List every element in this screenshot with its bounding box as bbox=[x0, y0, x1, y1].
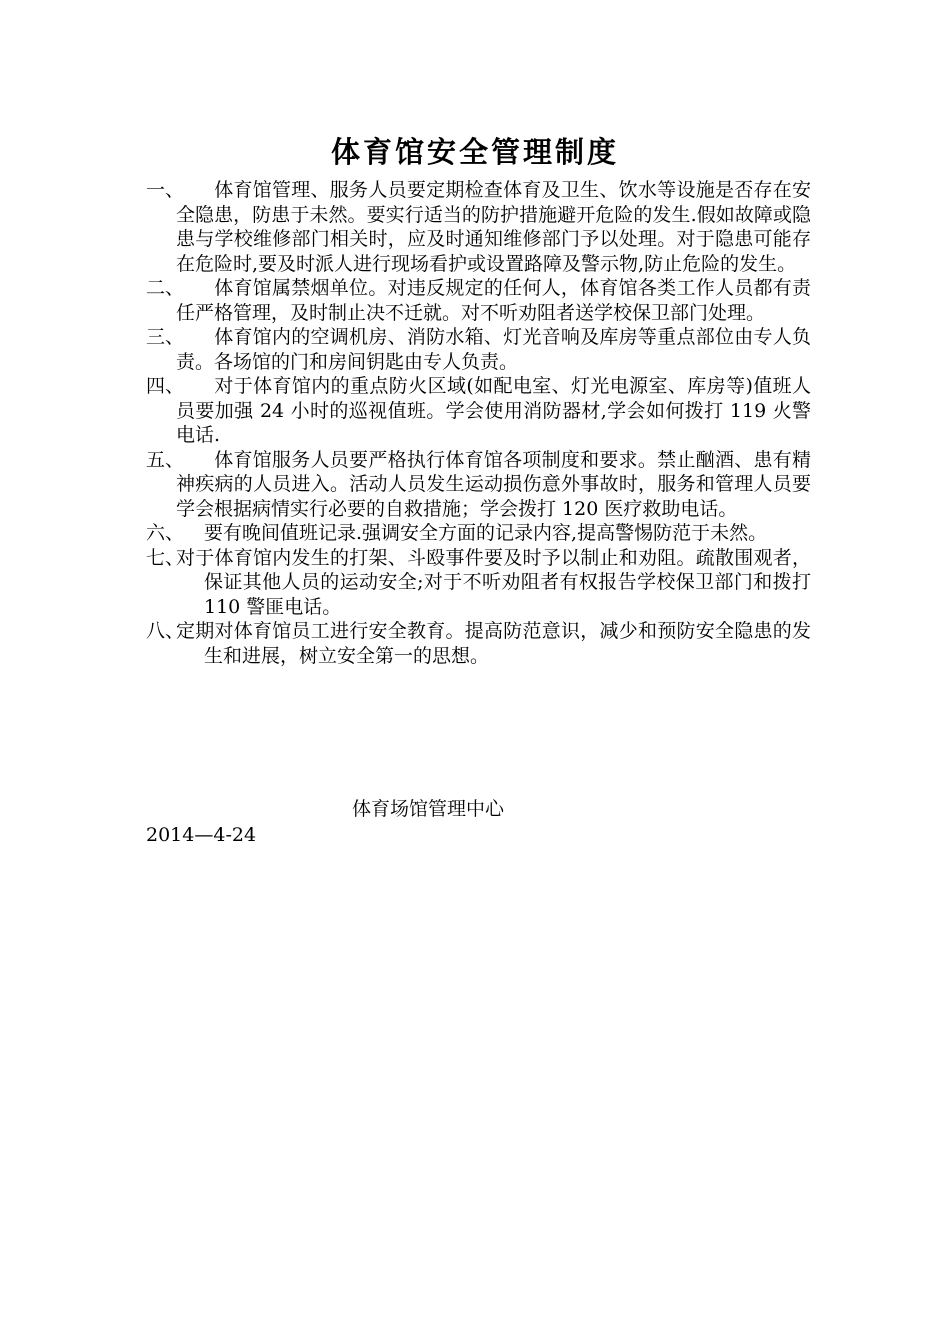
list-item bbox=[146, 178, 811, 276]
list-item bbox=[146, 619, 811, 668]
page-title: 体育馆安全管理制度 bbox=[330, 135, 619, 169]
list-item bbox=[146, 521, 811, 546]
item-number: 二、 bbox=[146, 277, 185, 299]
date: 2014—4-24 bbox=[146, 824, 257, 846]
item-number: 七、 bbox=[146, 546, 185, 569]
item-text: 体育馆服务人员要严格执行体育馆各项制度和要求。禁止酗酒、患有精神疾病的人员进入。活动人员发生运动损伤意外事故时，服务和管理人员要学会根据病情实行必要的自救措施；学会拨打 120 医疗救助电话。 bbox=[176, 448, 811, 520]
list-item bbox=[146, 546, 811, 620]
item-text: 对于体育馆内发生的打架、斗殴事件要及时予以制止和劝阻。疏散围观者，保证其他人员的运动安全;对于不听劝阻者有权报告学校保卫部门和拨打 110 警匪电话。 bbox=[176, 546, 811, 618]
list-item bbox=[146, 374, 811, 448]
rules-list bbox=[146, 178, 811, 668]
item-number: 四、 bbox=[146, 375, 185, 397]
item-number: 三、 bbox=[146, 326, 185, 348]
list-item bbox=[146, 325, 811, 374]
item-text: 要有晚间值班记录.强调安全方面的记录内容,提高警惕防范于未然。 bbox=[204, 522, 768, 544]
signature: 体育场馆管理中心 bbox=[352, 798, 505, 820]
item-number: 六、 bbox=[146, 522, 185, 544]
item-text: 体育馆属禁烟单位。对违反规定的任何人，体育馆各类工作人员都有责任严格管理，及时制止决不迁就。对不听劝阻者送学校保卫部门处理。 bbox=[176, 277, 811, 324]
list-item bbox=[146, 448, 811, 522]
item-text: 对于体育馆内的重点防火区域(如配电室、灯光电源室、库房等)值班人员要加强 24 小时的巡视值班。学会使用消防器材,学会如何拨打 119 火警电话. bbox=[176, 375, 811, 446]
item-number: 五、 bbox=[146, 448, 185, 471]
item-text: 定期对体育馆员工进行安全教育。提高防范意识，减少和预防安全隐患的发生和进展，树立安全第一的思想。 bbox=[176, 620, 811, 667]
item-text: 体育馆管理、服务人员要定期检查体育及卫生、饮水等设施是否存在安全隐患，防患于未然。要实行适当的防护措施避开危险的发生.假如故障或隐患与学校维修部门相关时，应及时通知维修部门予以处理。对于隐患可能存在危险时,要及时派人进行现场看护或设置路障及警示物,防止危险的发生。 bbox=[176, 179, 811, 275]
item-number: 一、 bbox=[146, 179, 185, 201]
list-item bbox=[146, 276, 811, 325]
item-number: 八、 bbox=[146, 620, 185, 642]
item-text: 体育馆内的空调机房、消防水箱、灯光音响及库房等重点部位由专人负责。各场馆的门和房间钥匙由专人负责。 bbox=[176, 326, 811, 373]
